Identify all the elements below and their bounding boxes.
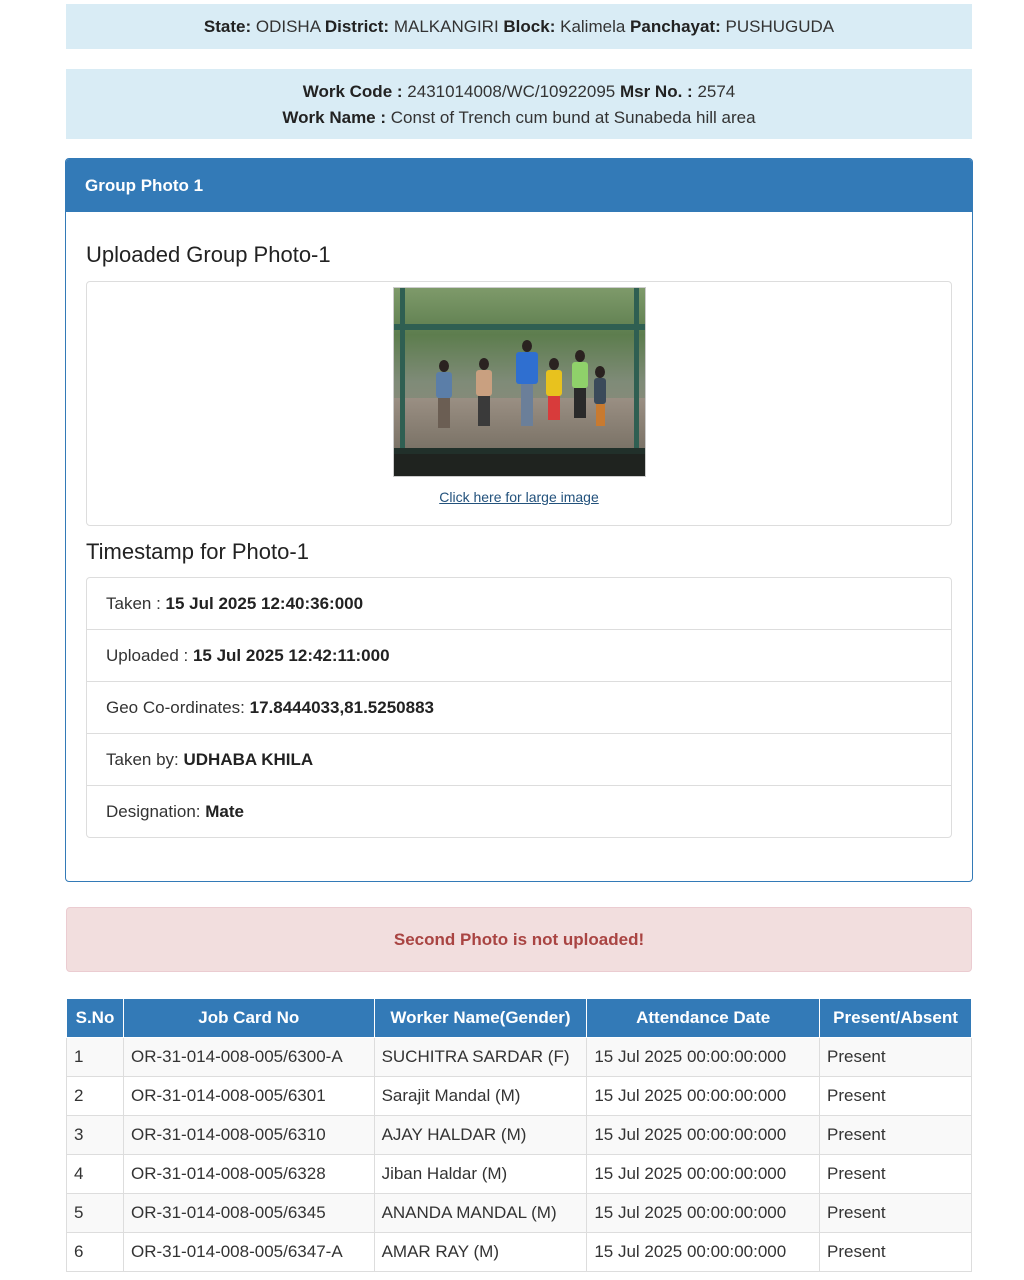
cell-sno: 1	[67, 1038, 124, 1077]
cell-job-card: OR-31-014-008-005/6300-A	[123, 1038, 374, 1077]
attendance-table	[66, 998, 972, 1272]
table-row	[67, 1233, 972, 1272]
cell-attendance-date: 15 Jul 2025 00:00:00:000	[587, 1233, 820, 1272]
cell-status: Present	[820, 1194, 972, 1233]
district-value: MALKANGIRI	[393, 17, 499, 36]
cell-worker-name: Sarajit Mandal (M)	[374, 1077, 587, 1116]
taken-by-item	[87, 734, 951, 786]
cell-attendance-date: 15 Jul 2025 00:00:00:000	[587, 1116, 820, 1155]
timestamp-list	[86, 577, 952, 838]
cell-sno: 5	[67, 1194, 124, 1233]
district-label: District:	[324, 17, 390, 36]
work-info-bar	[66, 69, 972, 139]
cell-status: Present	[820, 1038, 972, 1077]
taken-value: 15 Jul 2025 12:40:36:000	[165, 594, 364, 613]
state-value: ODISHA	[255, 17, 321, 36]
panchayat-label: Panchayat:	[630, 17, 721, 36]
cell-sno: 4	[67, 1155, 124, 1194]
work-name-label: Work Name :	[282, 108, 387, 127]
col-header-job-card: Job Card No	[123, 999, 374, 1038]
uploaded-value: 15 Jul 2025 12:42:11:000	[192, 646, 390, 665]
photo-section-title: Uploaded Group Photo-1	[86, 242, 331, 267]
designation-value: Mate	[205, 802, 244, 821]
cell-job-card: OR-31-014-008-005/6310	[123, 1116, 374, 1155]
timestamp-section-title: Timestamp for Photo-1	[86, 539, 309, 564]
table-row	[67, 1194, 972, 1233]
table-row	[67, 1077, 972, 1116]
table-row	[67, 1116, 972, 1155]
geo-coordinates-item	[87, 682, 951, 734]
designation-item	[87, 786, 951, 837]
cell-sno: 2	[67, 1077, 124, 1116]
col-header-worker-name: Worker Name(Gender)	[374, 999, 587, 1038]
work-code-line	[66, 79, 972, 105]
msr-value: 2574	[697, 82, 736, 101]
large-image-link[interactable]: Click here for large image	[439, 489, 599, 505]
cell-worker-name: ANANDA MANDAL (M)	[374, 1194, 587, 1233]
photo-container	[86, 281, 952, 526]
cell-status: Present	[820, 1116, 972, 1155]
cell-status: Present	[820, 1155, 972, 1194]
location-bar	[66, 4, 972, 49]
col-header-sno: S.No	[67, 999, 124, 1038]
cell-job-card: OR-31-014-008-005/6328	[123, 1155, 374, 1194]
cell-attendance-date: 15 Jul 2025 00:00:00:000	[587, 1038, 820, 1077]
cell-worker-name: Jiban Haldar (M)	[374, 1155, 587, 1194]
taken-by-label: Taken by:	[106, 750, 184, 769]
col-header-present-absent: Present/Absent	[820, 999, 972, 1038]
taken-label: Taken :	[106, 594, 166, 613]
cell-worker-name: AMAR RAY (M)	[374, 1233, 587, 1272]
panel-heading: Group Photo 1	[66, 159, 972, 212]
table-row	[67, 1038, 972, 1077]
cell-attendance-date: 15 Jul 2025 00:00:00:000	[587, 1077, 820, 1116]
work-name-value: Const of Trench cum bund at Sunabeda hill area	[390, 108, 756, 127]
block-value: Kalimela	[560, 17, 626, 36]
geo-value: 17.8444033,81.5250883	[249, 698, 434, 717]
cell-sno: 6	[67, 1233, 124, 1272]
cell-sno: 3	[67, 1116, 124, 1155]
cell-status: Present	[820, 1077, 972, 1116]
state-label: State:	[203, 17, 252, 36]
cell-job-card: OR-31-014-008-005/6347-A	[123, 1233, 374, 1272]
cell-worker-name: SUCHITRA SARDAR (F)	[374, 1038, 587, 1077]
taken-item	[87, 578, 951, 630]
cell-job-card: OR-31-014-008-005/6345	[123, 1194, 374, 1233]
second-photo-alert: Second Photo is not uploaded!	[66, 907, 972, 972]
cell-worker-name: AJAY HALDAR (M)	[374, 1116, 587, 1155]
group-photo-thumbnail[interactable]	[393, 287, 646, 477]
work-name-line	[66, 105, 972, 131]
taken-by-value: UDHABA KHILA	[183, 750, 314, 769]
cell-job-card: OR-31-014-008-005/6301	[123, 1077, 374, 1116]
uploaded-item	[87, 630, 951, 682]
designation-label: Designation:	[106, 802, 206, 821]
col-header-attendance-date: Attendance Date	[587, 999, 820, 1038]
group-photo-panel	[65, 158, 973, 882]
table-header-row	[67, 999, 972, 1038]
work-code-label: Work Code :	[302, 82, 403, 101]
panchayat-value: PUSHUGUDA	[725, 17, 835, 36]
cell-status: Present	[820, 1233, 972, 1272]
block-label: Block:	[503, 17, 556, 36]
cell-attendance-date: 15 Jul 2025 00:00:00:000	[587, 1155, 820, 1194]
cell-attendance-date: 15 Jul 2025 00:00:00:000	[587, 1194, 820, 1233]
work-code-value: 2431014008/WC/10922095	[407, 82, 616, 101]
geo-label: Geo Co-ordinates:	[106, 698, 250, 717]
uploaded-label: Uploaded :	[106, 646, 193, 665]
msr-label: Msr No. :	[619, 82, 693, 101]
table-row	[67, 1155, 972, 1194]
